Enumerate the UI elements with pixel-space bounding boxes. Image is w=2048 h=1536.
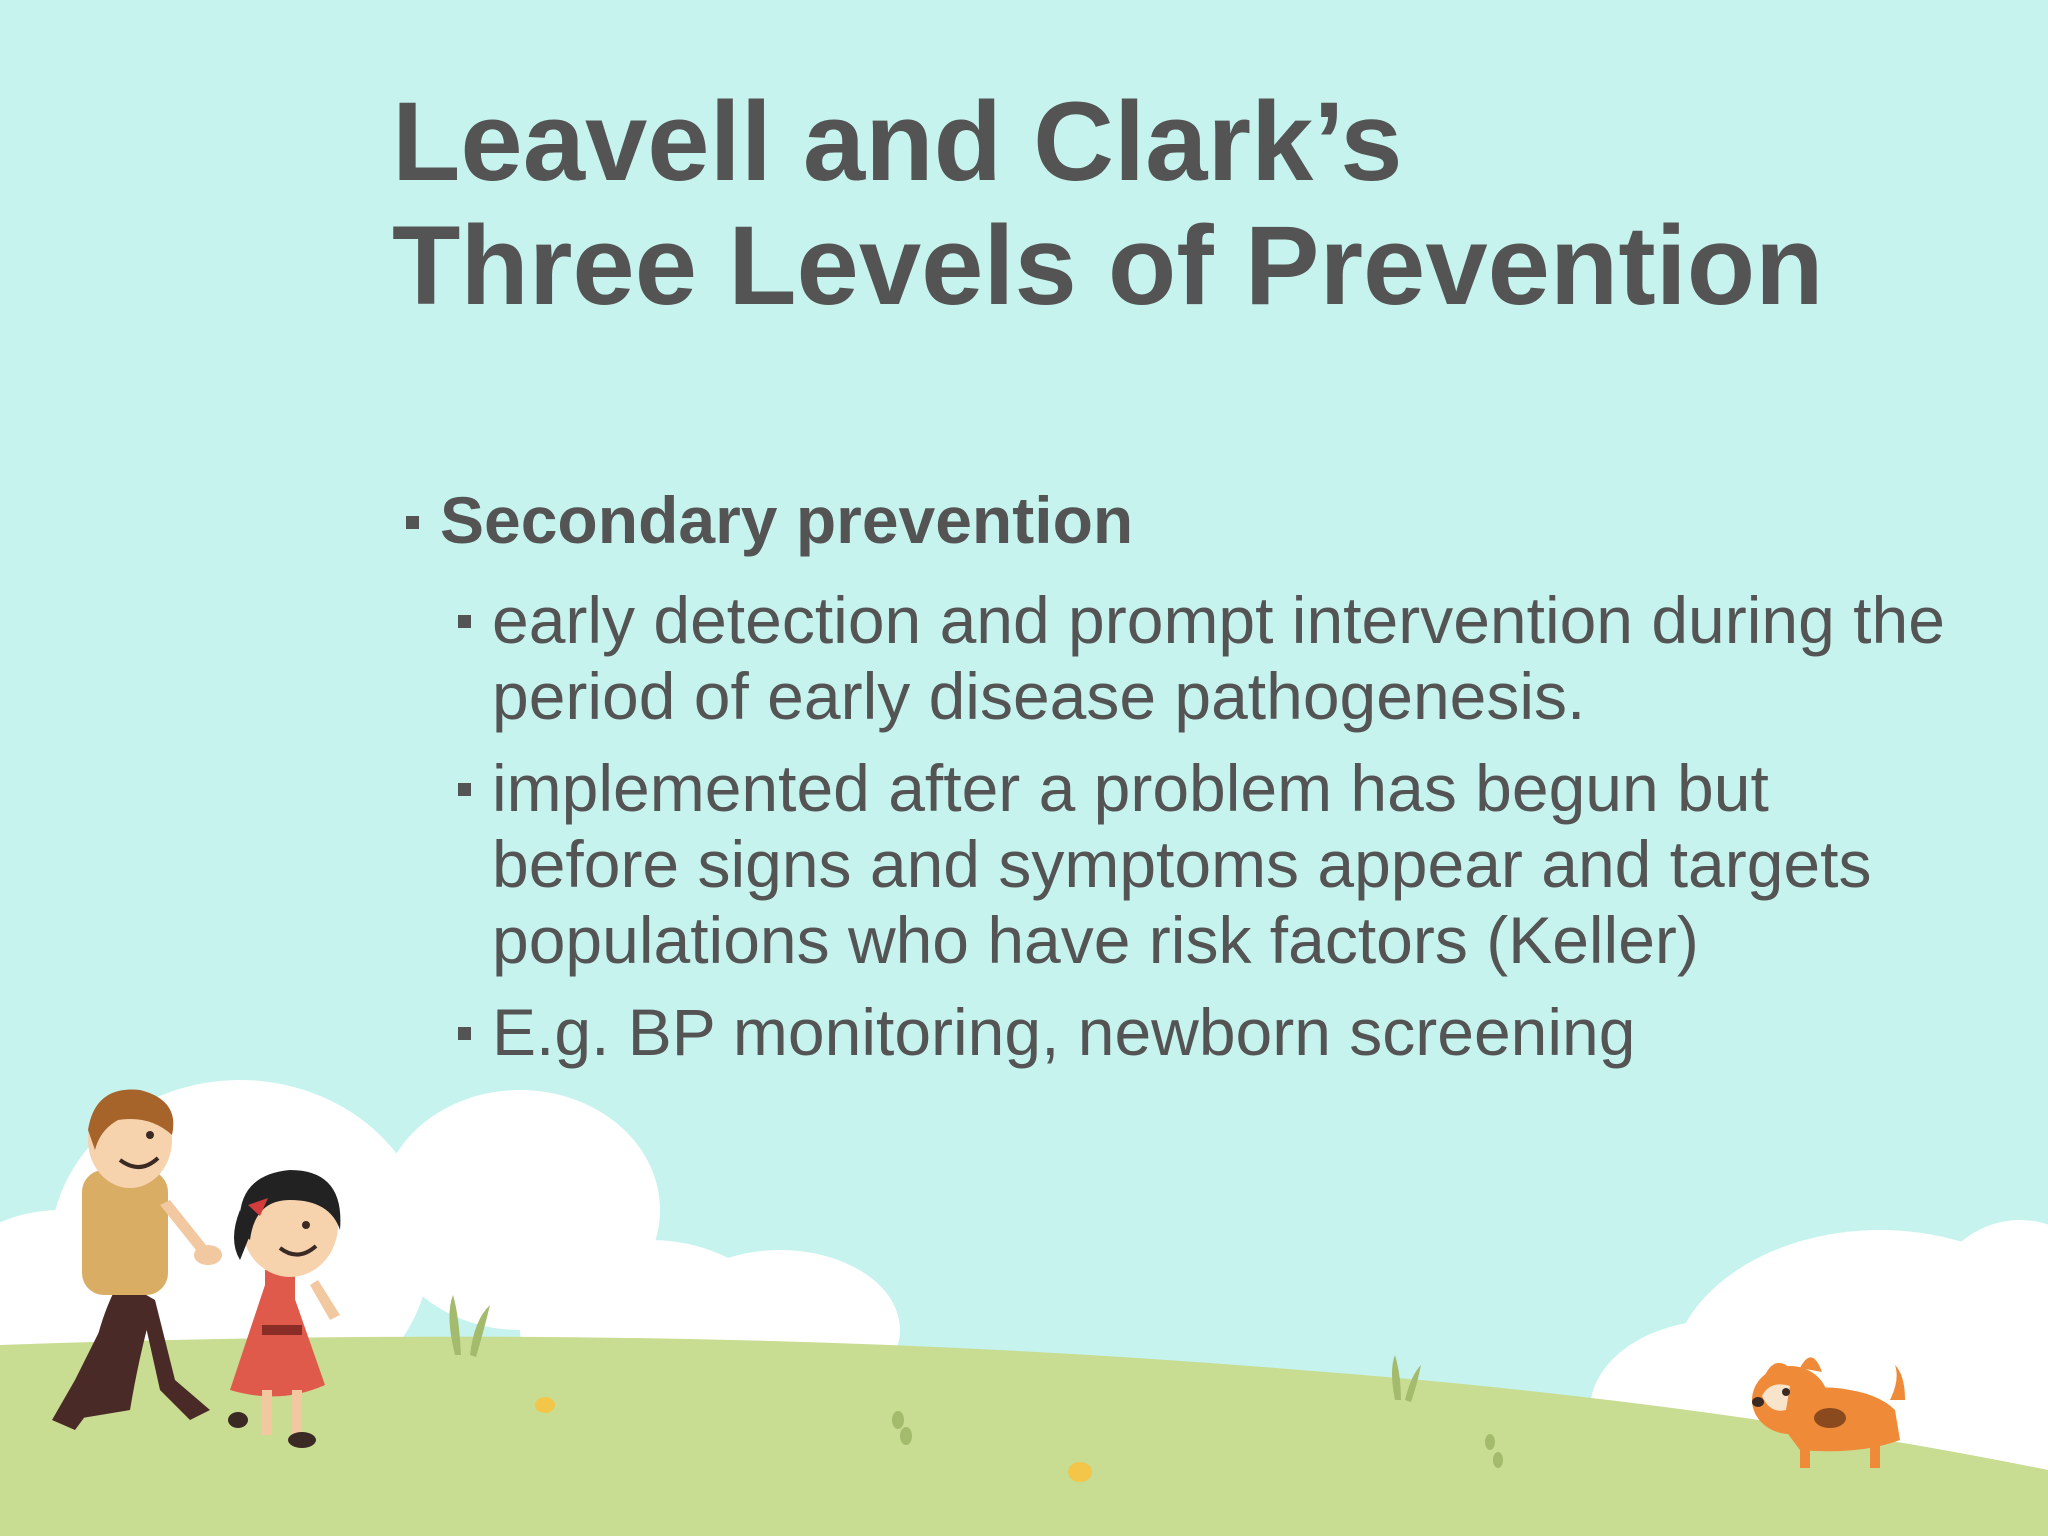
list-item-text: E.g. BP monitoring, newborn screening [492, 995, 1636, 1069]
square-bullet-icon [458, 615, 471, 628]
title-line-2: Three Levels of Prevention [392, 203, 1824, 328]
bullet-heading-text: Secondary prevention [440, 483, 1134, 557]
slide-title [392, 80, 1992, 328]
slide-body [400, 480, 1960, 1070]
square-bullet-icon [406, 516, 419, 529]
title-line-1: Leavell and Clark’s [392, 79, 1403, 204]
square-bullet-icon [458, 1027, 471, 1040]
list-item [492, 582, 1960, 734]
list-item-text: implemented after a problem has begun but before signs and symptoms appear and targets populations who have risk factors (Keller) [492, 751, 1872, 977]
list-item [492, 994, 1960, 1070]
list-item [492, 750, 1960, 978]
list-item-text: early detection and prompt intervention during the period of early disease pathogenesis. [492, 583, 1945, 733]
square-bullet-icon [458, 783, 471, 796]
bullet-heading [400, 480, 1960, 560]
